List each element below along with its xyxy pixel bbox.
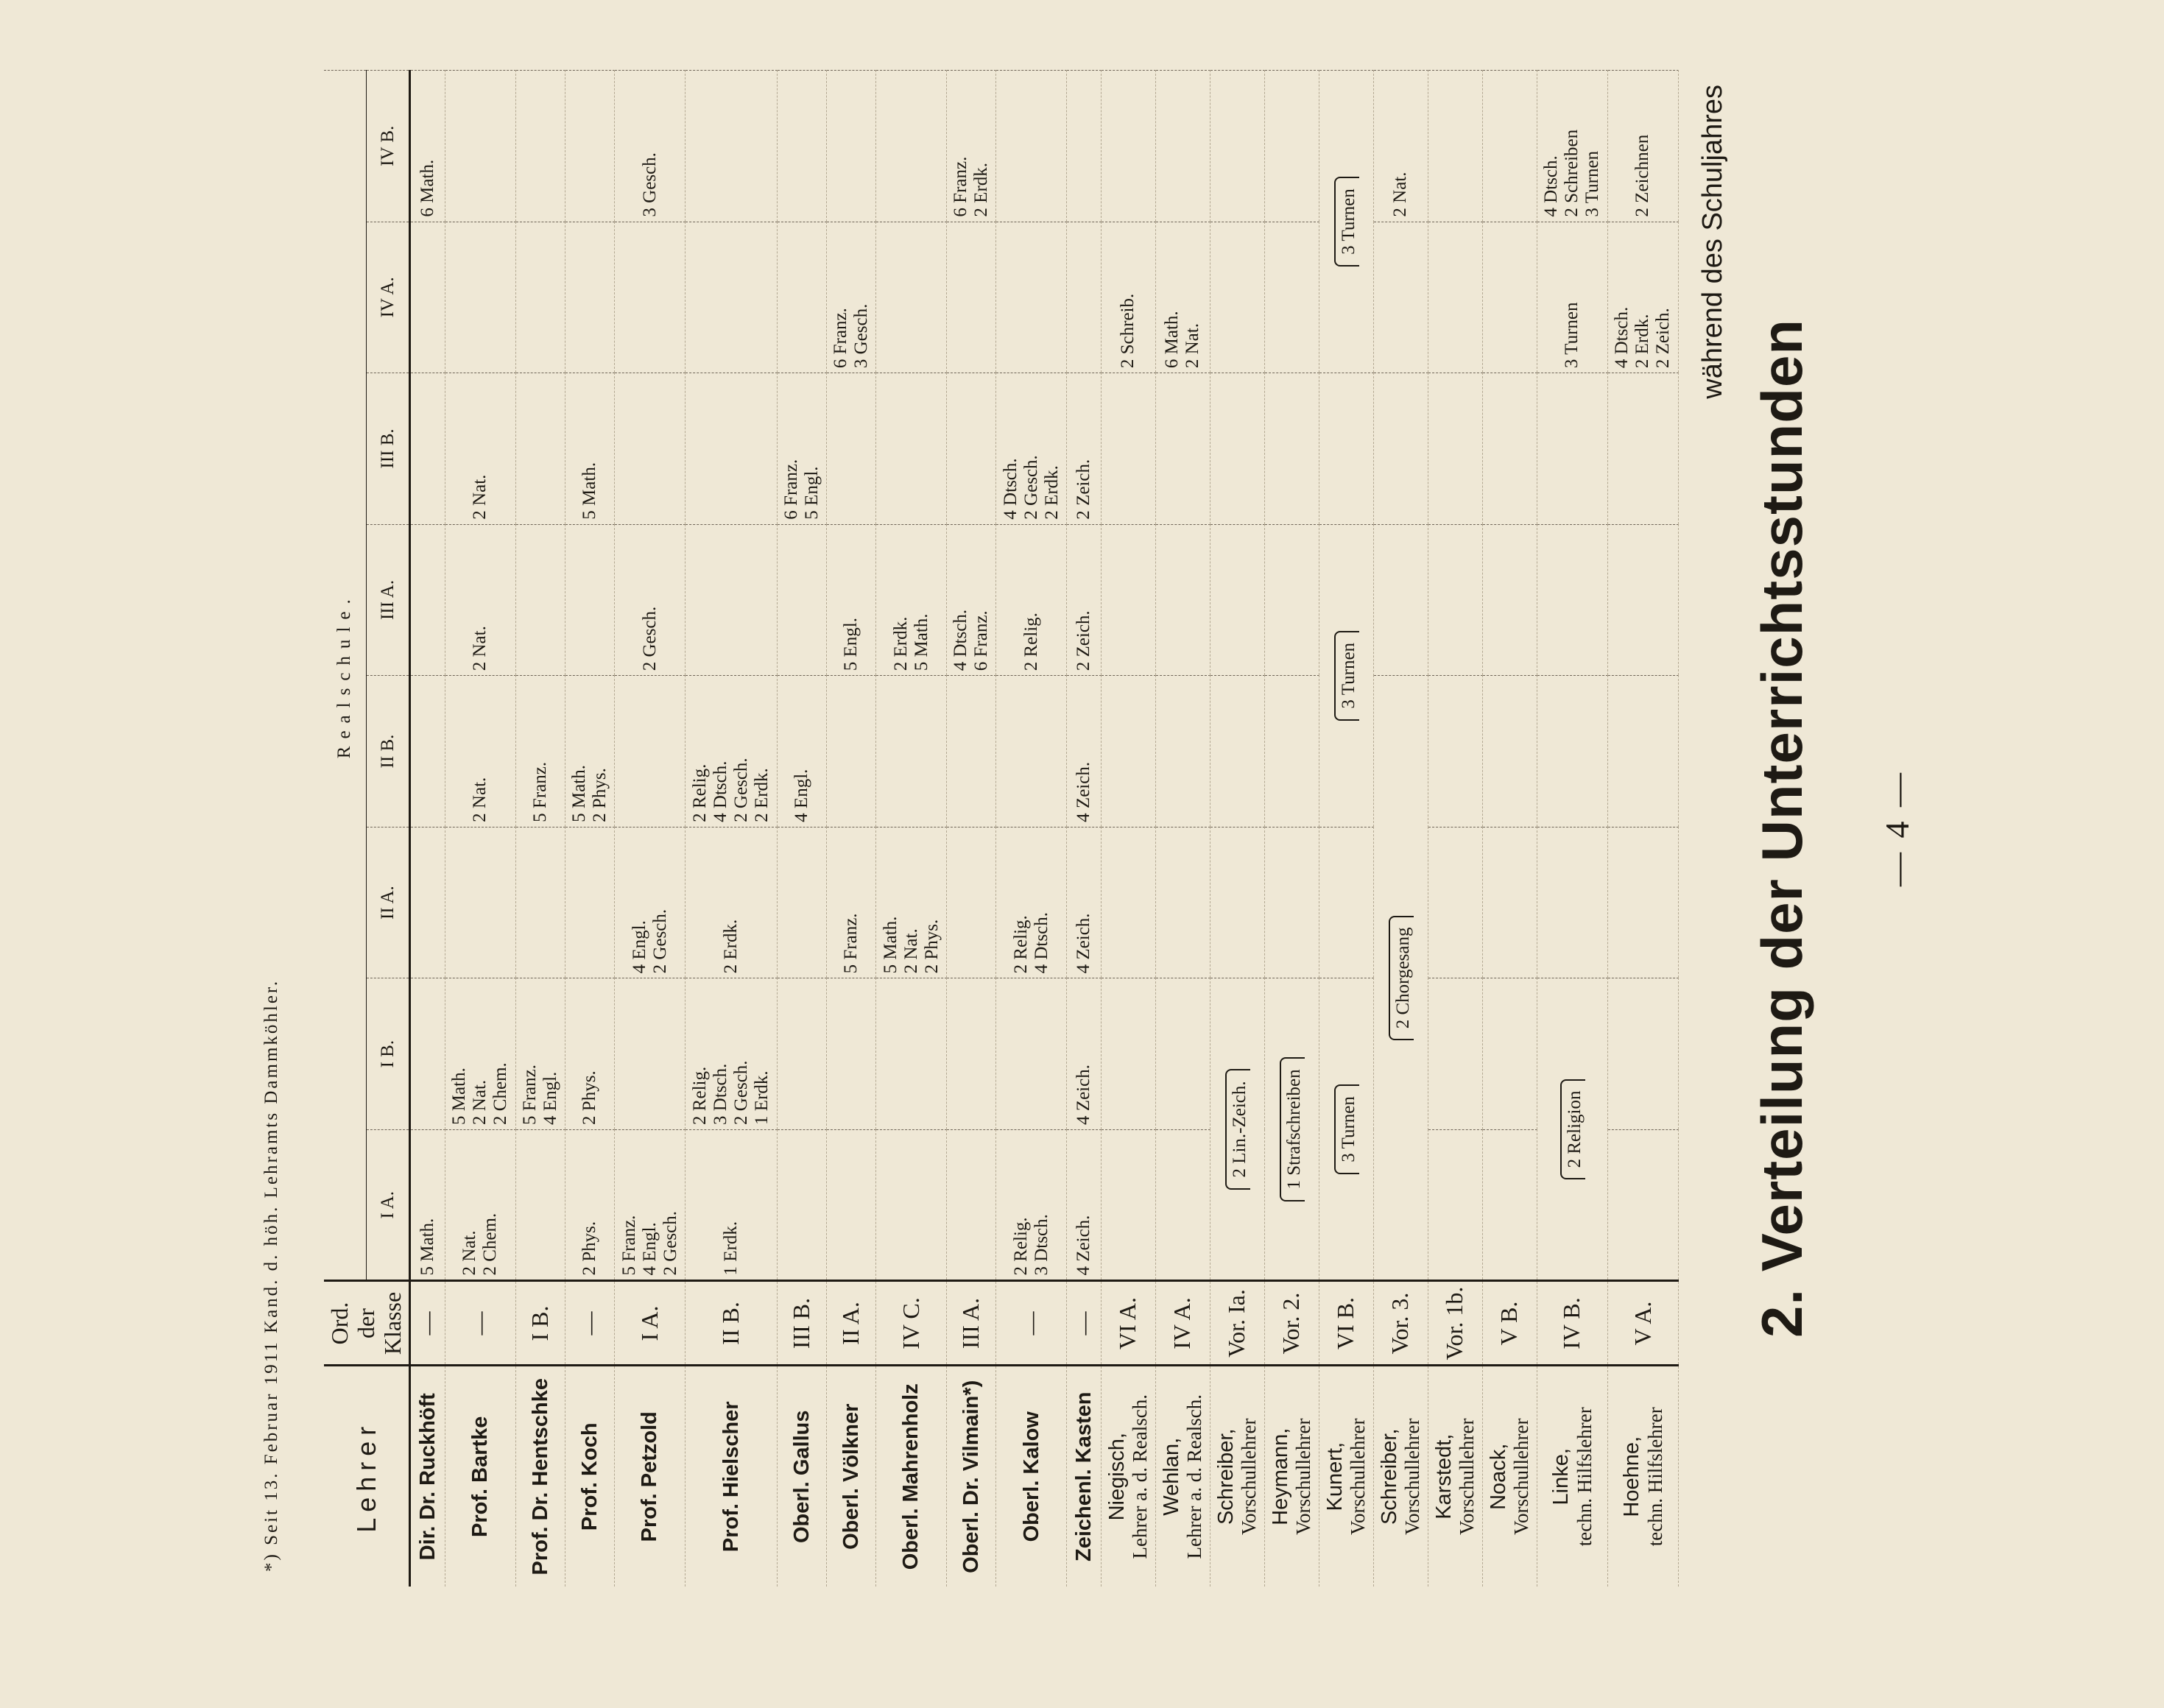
teacher-name: Prof. Petzold <box>638 1411 662 1542</box>
lesson-cell: 2 Zeich. <box>1067 373 1101 525</box>
lesson-cell <box>515 1129 565 1281</box>
class-ordinarius: III B. <box>777 1281 826 1366</box>
header-class: IV B. <box>366 71 410 222</box>
teacher-cell <box>1210 1366 1264 1587</box>
lesson-cell <box>1264 524 1319 676</box>
lesson-cell <box>777 978 826 1130</box>
lesson-cell <box>1319 827 1373 978</box>
teacher-name: Oberl. Gallus <box>789 1410 814 1543</box>
lesson-cell: 5 Franz. <box>827 827 876 978</box>
turnen-span: 3 Turnen <box>1334 1084 1359 1174</box>
lesson-cell <box>515 71 565 222</box>
lesson-cell <box>410 373 445 525</box>
class-ordinarius: VI A. <box>1101 1281 1155 1366</box>
table-row <box>876 71 947 1587</box>
class-ordinarius: V A. <box>1607 1281 1678 1366</box>
class-ordinarius: — <box>565 1281 614 1366</box>
lesson-cell <box>1482 827 1537 978</box>
teacher-cell <box>1101 1366 1155 1587</box>
lesson-cell <box>565 827 614 978</box>
lesson-cell <box>1264 373 1319 525</box>
teacher-name: Noack, <box>1487 1443 1510 1510</box>
lesson-cell: 5 Engl. <box>827 524 876 676</box>
lesson-cell <box>1101 676 1155 827</box>
teacher-name: Karstedt, <box>1431 1433 1456 1520</box>
teacher-name: Schreiber, <box>1213 1428 1238 1525</box>
teacher-cell <box>515 1366 565 1587</box>
lesson-cell: 2 Phys. <box>565 978 614 1130</box>
lesson-cell <box>827 978 876 1130</box>
religion-span: 2 Religion <box>1560 1079 1585 1180</box>
lesson-cell <box>515 827 565 978</box>
teacher-role: Vorschullehrer <box>1401 1418 1424 1535</box>
teacher-cell <box>1319 1366 1373 1587</box>
lesson-cell: 6 Math. <box>410 71 445 222</box>
lesson-cell <box>1428 373 1482 525</box>
teacher-name: Niegisch, <box>1104 1433 1129 1521</box>
lesson-cell: 2 Phys. <box>565 1129 614 1281</box>
teacher-cell <box>996 1366 1067 1587</box>
teacher-name: Dir. Dr. Ruckhöft <box>415 1393 440 1561</box>
lesson-cell: 4 Dtsch. 2 Schreiben 3 Turnen <box>1537 71 1607 222</box>
lesson-cell <box>1537 373 1607 525</box>
table-row <box>827 71 876 1587</box>
teacher-role: Vorschullehrer <box>1347 1418 1370 1535</box>
table-row <box>947 71 996 1587</box>
lesson-cell: 5 Franz. <box>515 676 565 827</box>
lesson-cell <box>1101 71 1155 222</box>
lesson-cell <box>876 676 947 827</box>
teacher-cell <box>947 1366 996 1587</box>
lesson-cell <box>1264 978 1319 1281</box>
lesson-cell <box>515 524 565 676</box>
class-ordinarius: IV C. <box>876 1281 947 1366</box>
class-ordinarius: III A. <box>947 1281 996 1366</box>
header-class: IV A. <box>366 222 410 373</box>
table-row <box>410 71 445 1587</box>
lesson-cell <box>777 71 826 222</box>
lesson-cell <box>615 676 685 827</box>
lesson-cell <box>1155 373 1210 525</box>
lesson-cell <box>777 827 826 978</box>
lesson-cell: 2 Relig. 4 Dtsch. 2 Gesch. 2 Erdk. <box>685 676 778 827</box>
lin-zeich-span: 2 Lin.-Zeich. <box>1225 1069 1250 1189</box>
class-ordinarius: I B. <box>515 1281 565 1366</box>
lesson-cell <box>410 978 445 1130</box>
class-ordinarius: — <box>996 1281 1067 1366</box>
lesson-cell: 2 Relig. 3 Dtsch. 2 Gesch. 1 Erdk. <box>685 978 778 1130</box>
class-ordinarius: IV B. <box>1537 1281 1607 1366</box>
lesson-cell <box>1101 978 1155 1130</box>
teacher-cell <box>1607 1366 1678 1587</box>
lesson-cell: 4 Zeich. <box>1067 1129 1101 1281</box>
turnen-span: 3 Turnen <box>1334 631 1359 721</box>
lesson-cell <box>1101 524 1155 676</box>
teacher-role: Vorschullehrer <box>1456 1418 1479 1535</box>
lesson-cell <box>445 827 515 978</box>
lesson-cell <box>947 676 996 827</box>
lesson-cell <box>615 978 685 1130</box>
table-row <box>1482 71 1537 1587</box>
lesson-cell <box>947 222 996 373</box>
lesson-cell <box>1210 827 1264 978</box>
lesson-cell <box>615 222 685 373</box>
teacher-name: Oberl. Völkner <box>839 1403 863 1550</box>
header-class: II B. <box>366 676 410 827</box>
teacher-name: Prof. Bartke <box>468 1416 493 1537</box>
lesson-cell: 4 Dtsch. 2 Gesch. 2 Erdk. <box>996 373 1067 525</box>
lesson-cell <box>1482 978 1537 1130</box>
lesson-cell <box>1210 676 1264 827</box>
table-row <box>565 71 614 1587</box>
lesson-cell <box>1155 827 1210 978</box>
class-ordinarius: V B. <box>1482 1281 1537 1366</box>
teacher-cell <box>1482 1366 1537 1587</box>
class-ordinarius: — <box>410 1281 445 1366</box>
lesson-cell <box>996 676 1067 827</box>
lesson-cell <box>1482 676 1537 827</box>
teacher-role: Vorschullehrer <box>1510 1418 1533 1535</box>
lesson-cell: 4 Dtsch. 2 Erdk. 2 Zeich. <box>1607 222 1678 373</box>
lesson-cell <box>1482 1129 1537 1281</box>
lesson-cell <box>947 978 996 1130</box>
lesson-cell <box>777 524 826 676</box>
lesson-cell <box>515 222 565 373</box>
lesson-cell <box>1210 222 1264 373</box>
teacher-name: Oberl. Dr. Vilmain*) <box>959 1380 984 1573</box>
header-realschule: Realschule. <box>324 71 366 1282</box>
lesson-cell <box>1319 524 1373 827</box>
lesson-cell <box>876 1129 947 1281</box>
lesson-cell <box>1537 978 1607 1281</box>
rotated-content <box>254 70 1992 1587</box>
lesson-cell <box>685 524 778 676</box>
table-row <box>996 71 1067 1587</box>
class-ordinarius: Vor. 2. <box>1264 1281 1319 1366</box>
table-row <box>1210 71 1264 1587</box>
lesson-cell <box>1428 1129 1482 1281</box>
lesson-cell <box>1482 524 1537 676</box>
header-class: I A. <box>366 1129 410 1281</box>
teacher-name: Prof. Dr. Hentschke <box>528 1377 552 1575</box>
schedule-table <box>324 70 1679 1587</box>
lesson-cell <box>1482 71 1537 222</box>
lesson-cell: 2 Nat. <box>445 676 515 827</box>
lesson-cell: 2 Nat. <box>445 524 515 676</box>
teacher-cell <box>1067 1366 1101 1587</box>
teacher-cell <box>1264 1366 1319 1587</box>
lesson-cell <box>1067 222 1101 373</box>
lesson-cell <box>1319 373 1373 525</box>
teacher-role: Vorschullehrer <box>1238 1418 1261 1535</box>
header-class: III B. <box>366 373 410 525</box>
lesson-cell: 4 Zeich. <box>1067 978 1101 1130</box>
lesson-cell: 2 Relig. <box>996 524 1067 676</box>
lesson-cell: 2 Nat. <box>1373 71 1428 222</box>
page-title: 2. Verteilung der Unterrichtsstunden <box>1749 319 1814 1338</box>
lesson-cell <box>947 373 996 525</box>
class-ordinarius: Vor. Ia. <box>1210 1281 1264 1366</box>
lesson-cell <box>1264 827 1319 978</box>
lesson-cell <box>1264 71 1319 222</box>
lesson-cell: 6 Franz. 3 Gesch. <box>827 222 876 373</box>
lesson-cell <box>1428 676 1482 827</box>
footnote: *) Seit 13. Februar 1911 Kand. d. höh. Lehramts Dammköhler. <box>261 978 281 1572</box>
lesson-cell <box>1155 1129 1210 1281</box>
lesson-cell: 5 Math. <box>410 1129 445 1281</box>
lesson-cell: 5 Math. 2 Phys. <box>565 676 614 827</box>
turnen-span: 3 Turnen <box>1334 177 1359 267</box>
lesson-cell <box>1210 978 1264 1281</box>
teacher-name: Schreiber, <box>1377 1428 1401 1525</box>
lesson-cell: 2 Zeichnen <box>1607 71 1678 222</box>
lesson-cell: 5 Franz. 4 Engl. <box>515 978 565 1130</box>
lesson-cell <box>685 373 778 525</box>
page-subtitle: während des Schuljahres <box>1697 85 1728 399</box>
teacher-name: Heymann, <box>1268 1428 1292 1525</box>
table-row <box>685 71 778 1587</box>
header-class: III A. <box>366 524 410 676</box>
class-ordinarius: II B. <box>685 1281 778 1366</box>
lesson-cell: 6 Math. 2 Nat. <box>1155 222 1210 373</box>
lesson-cell <box>1319 71 1373 373</box>
table-row <box>1155 71 1210 1587</box>
chorgesang-span: 2 Chorgesang <box>1389 916 1414 1041</box>
class-ordinarius: I A. <box>615 1281 685 1366</box>
lesson-cell <box>410 524 445 676</box>
lesson-cell <box>1155 676 1210 827</box>
class-ordinarius: Vor. 3. <box>1373 1281 1428 1366</box>
teacher-cell <box>685 1366 778 1587</box>
lesson-cell: 4 Zeich. <box>1067 676 1101 827</box>
lesson-cell <box>1428 978 1482 1130</box>
table-row <box>777 71 826 1587</box>
teacher-cell <box>410 1366 445 1587</box>
lesson-cell <box>1428 524 1482 676</box>
lesson-cell <box>777 1129 826 1281</box>
teacher-cell <box>1428 1366 1482 1587</box>
lesson-cell: 4 Dtsch. 6 Franz. <box>947 524 996 676</box>
class-ordinarius: — <box>445 1281 515 1366</box>
table-row <box>515 71 565 1587</box>
teacher-cell <box>615 1366 685 1587</box>
lesson-cell <box>827 676 876 827</box>
teacher-cell <box>777 1366 826 1587</box>
lesson-cell <box>1264 676 1319 827</box>
lesson-cell <box>410 676 445 827</box>
table-row <box>1537 71 1607 1587</box>
header-lehrer: Lehrer <box>324 1366 410 1587</box>
lesson-cell <box>1155 71 1210 222</box>
lesson-cell <box>1428 827 1482 978</box>
lesson-cell: 5 Math. <box>565 373 614 525</box>
lesson-cell <box>1264 222 1319 373</box>
lesson-cell <box>1101 827 1155 978</box>
lesson-cell: 4 Engl. 2 Gesch. <box>615 827 685 978</box>
lesson-cell <box>1210 524 1264 676</box>
table-row <box>615 71 685 1587</box>
lesson-cell <box>1428 71 1482 222</box>
table-row <box>445 71 515 1587</box>
class-ordinarius: Vor. 1b. <box>1428 1281 1482 1366</box>
lesson-cell: 6 Franz. 2 Erdk. <box>947 71 996 222</box>
lesson-cell <box>827 71 876 222</box>
lesson-cell: 2 Erdk. 5 Math. <box>876 524 947 676</box>
lesson-cell <box>1101 373 1155 525</box>
lesson-cell <box>1319 978 1373 1281</box>
lesson-cell: 1 Erdk. <box>685 1129 778 1281</box>
lesson-cell <box>1607 1129 1678 1281</box>
lesson-cell <box>515 373 565 525</box>
table-row <box>1067 71 1101 1587</box>
lesson-cell <box>1210 373 1264 525</box>
lesson-cell <box>947 827 996 978</box>
class-ordinarius: II A. <box>827 1281 876 1366</box>
table-row <box>1264 71 1319 1587</box>
lesson-cell <box>876 71 947 222</box>
table-row <box>1607 71 1678 1587</box>
lesson-cell <box>1482 222 1537 373</box>
lesson-cell <box>1155 524 1210 676</box>
lesson-cell: 2 Relig. 4 Dtsch. <box>996 827 1067 978</box>
lesson-cell: 4 Zeich. <box>1067 827 1101 978</box>
lesson-cell: 2 Erdk. <box>685 827 778 978</box>
lesson-cell <box>876 978 947 1130</box>
page-number: — 4 — <box>1878 770 1916 886</box>
lesson-cell <box>996 222 1067 373</box>
lesson-cell <box>1428 222 1482 373</box>
teacher-name: Prof. Hielscher <box>719 1401 743 1553</box>
lesson-cell <box>1482 373 1537 525</box>
lesson-cell <box>1607 373 1678 525</box>
lesson-cell <box>1607 676 1678 827</box>
class-ordinarius: VI B. <box>1319 1281 1373 1366</box>
teacher-name: Zeichenl. Kasten <box>1071 1391 1096 1561</box>
lesson-cell <box>947 1129 996 1281</box>
lesson-cell <box>1607 978 1678 1130</box>
header-class: II A. <box>366 827 410 978</box>
teacher-cell <box>1155 1366 1210 1587</box>
lesson-cell <box>1210 71 1264 222</box>
lesson-cell <box>777 222 826 373</box>
teacher-name: Wehlan, <box>1159 1437 1183 1516</box>
teacher-cell <box>1373 1366 1428 1587</box>
lesson-cell <box>1373 373 1428 525</box>
lesson-cell <box>1537 827 1607 978</box>
teacher-name: Oberl. Kalow <box>1019 1411 1043 1542</box>
lesson-cell: 6 Franz. 5 Engl. <box>777 373 826 525</box>
lesson-cell <box>565 222 614 373</box>
table-row <box>1373 71 1428 1587</box>
lesson-cell <box>876 373 947 525</box>
lesson-cell <box>996 71 1067 222</box>
lesson-cell <box>1155 978 1210 1130</box>
lesson-cell <box>565 524 614 676</box>
lesson-cell <box>876 222 947 373</box>
lesson-cell <box>827 373 876 525</box>
teacher-role: Lehrer a. d. Realsch. <box>1183 1394 1206 1559</box>
lesson-cell <box>410 827 445 978</box>
lesson-cell: 2 Zeich. <box>1067 524 1101 676</box>
table-row <box>1319 71 1373 1587</box>
header-class: I B. <box>366 978 410 1130</box>
lesson-cell: 3 Turnen <box>1537 222 1607 373</box>
lesson-cell <box>615 373 685 525</box>
class-ordinarius: — <box>1067 1281 1101 1366</box>
lesson-cell <box>410 222 445 373</box>
lesson-cell: 2 Schreib. <box>1101 222 1155 373</box>
lesson-cell: 3 Gesch. <box>615 71 685 222</box>
lesson-cell <box>445 71 515 222</box>
teacher-cell <box>827 1366 876 1587</box>
teacher-role: techn. Hilfslehrer <box>1643 1407 1666 1547</box>
teacher-cell <box>876 1366 947 1587</box>
teacher-name: Hoehne, <box>1620 1436 1644 1517</box>
teacher-name: Linke, <box>1549 1448 1573 1506</box>
lesson-cell <box>565 71 614 222</box>
lesson-cell <box>1537 524 1607 676</box>
header-ord: Ord. der Klasse <box>324 1281 410 1366</box>
teacher-cell <box>565 1366 614 1587</box>
lesson-cell <box>445 222 515 373</box>
teacher-name: Kunert, <box>1322 1442 1347 1511</box>
lesson-cell <box>1373 676 1428 1281</box>
lesson-cell <box>1373 222 1428 373</box>
lesson-cell: 2 Nat. <box>445 373 515 525</box>
lesson-cell <box>996 978 1067 1130</box>
lesson-cell <box>1067 71 1101 222</box>
lesson-cell: 5 Math. 2 Nat. 2 Chem. <box>445 978 515 1130</box>
class-ordinarius: IV A. <box>1155 1281 1210 1366</box>
lesson-cell: 5 Math. 2 Nat. 2 Phys. <box>876 827 947 978</box>
strafschreiben-span: 1 Strafschreiben <box>1280 1057 1305 1201</box>
teacher-cell <box>445 1366 515 1587</box>
table-row <box>1428 71 1482 1587</box>
lesson-cell: 2 Nat. 2 Chem. <box>445 1129 515 1281</box>
lesson-cell <box>1373 524 1428 676</box>
lesson-cell: 2 Gesch. <box>615 524 685 676</box>
lesson-cell <box>1537 676 1607 827</box>
lesson-cell: 2 Relig. 3 Dtsch. <box>996 1129 1067 1281</box>
teacher-role: Lehrer a. d. Realsch. <box>1129 1394 1152 1559</box>
lesson-cell <box>685 222 778 373</box>
teacher-cell <box>1537 1366 1607 1587</box>
table-row <box>1101 71 1155 1587</box>
teacher-name: Oberl. Mahrenholz <box>899 1383 923 1570</box>
lesson-cell <box>685 71 778 222</box>
lesson-cell <box>1607 827 1678 978</box>
teacher-name: Prof. Koch <box>577 1422 602 1531</box>
teacher-role: Vorschullehrer <box>1292 1418 1315 1535</box>
lesson-cell <box>1101 1129 1155 1281</box>
lesson-cell: 4 Engl. <box>777 676 826 827</box>
lesson-cell <box>827 1129 876 1281</box>
teacher-role: techn. Hilfslehrer <box>1573 1407 1596 1547</box>
lesson-cell: 5 Franz. 4 Engl. 2 Gesch. <box>615 1129 685 1281</box>
lesson-cell <box>1607 524 1678 676</box>
